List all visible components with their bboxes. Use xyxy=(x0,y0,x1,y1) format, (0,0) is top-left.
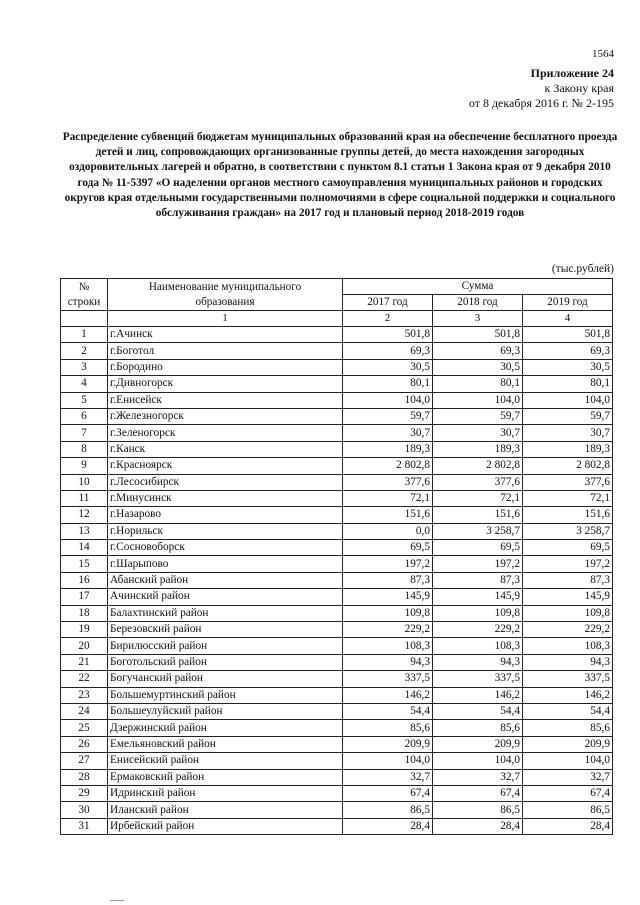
header-name-line1: Наименование муниципального xyxy=(148,280,302,293)
value-2019-cell: 69,5 xyxy=(523,540,613,556)
table-row xyxy=(61,441,613,457)
value-2019-cell: 80,1 xyxy=(523,376,613,392)
value-2019-cell: 146,2 xyxy=(523,687,613,703)
municipality-name-cell: г.Дивногорск xyxy=(108,376,343,392)
row-number-cell: 29 xyxy=(61,785,108,801)
row-number-cell: 26 xyxy=(61,736,108,752)
municipality-name-cell: Боготольский район xyxy=(108,654,343,670)
row-number-cell: 6 xyxy=(61,408,108,424)
column-index-row xyxy=(61,311,613,327)
value-2019-cell: 69,3 xyxy=(523,343,613,359)
row-number-cell: 28 xyxy=(61,769,108,785)
municipality-name-cell: Большемуртинский район xyxy=(108,687,343,703)
table-row xyxy=(61,327,613,343)
appendix-law-date: от 8 декабря 2016 г. № 2-195 xyxy=(468,96,614,110)
row-number-cell: 4 xyxy=(61,376,108,392)
value-2019-cell: 72,1 xyxy=(523,490,613,506)
municipality-name-cell: Енисейский район xyxy=(108,753,343,769)
row-number-cell: 1 xyxy=(61,327,108,343)
value-2019-cell: 501,8 xyxy=(523,327,613,343)
value-2018-cell: 86,5 xyxy=(433,802,523,818)
value-2019-cell: 87,3 xyxy=(523,572,613,588)
value-2019-cell: 94,3 xyxy=(523,654,613,670)
municipality-name-cell: г.Красноярск xyxy=(108,458,343,474)
footer-mark xyxy=(110,900,124,901)
row-number-cell: 17 xyxy=(61,589,108,605)
value-2017-cell: 151,6 xyxy=(343,507,433,523)
value-2017-cell: 2 802,8 xyxy=(343,458,433,474)
page-number: 1564 xyxy=(592,48,614,60)
value-2019-cell: 145,9 xyxy=(523,589,613,605)
table-row xyxy=(61,720,613,736)
value-2017-cell: 104,0 xyxy=(343,392,433,408)
document-heading: Распределение субвенций бюджетам муниципальных образований края на обеспечение бесплатного проезда детей и лиц, сопровождающих организованные группы детей, до места нахождения загородных оздоровительных лагерей и обратно, в соответствии с пунктом 8.1 статьи 1 Закона края от 9 декабря 2010 года № 11-5397 «О наделении органов местного самоуправления муниципальных районов и городских округов края отдельными государственными полномочиями в сфере социальной поддержки и социального обслуживания граждан» на 2017 год и плановый период 2018-2019 годов xyxy=(62,131,618,220)
value-2018-cell: 337,5 xyxy=(433,671,523,687)
value-2018-cell: 229,2 xyxy=(433,622,523,638)
value-2018-cell: 3 258,7 xyxy=(433,523,523,539)
municipality-name-cell: Ачинский район xyxy=(108,589,343,605)
table-row xyxy=(61,785,613,801)
value-2018-cell: 67,4 xyxy=(433,785,523,801)
table-row xyxy=(61,458,613,474)
row-number-cell: 2 xyxy=(61,343,108,359)
value-2018-cell: 109,8 xyxy=(433,605,523,621)
value-2017-cell: 30,7 xyxy=(343,425,433,441)
value-2018-cell: 28,4 xyxy=(433,818,523,834)
table-row xyxy=(61,523,613,539)
table-row xyxy=(61,802,613,818)
table-row xyxy=(61,638,613,654)
value-2019-cell: 32,7 xyxy=(523,769,613,785)
appendix-law-reference: к Закону края xyxy=(544,81,614,95)
municipality-name-cell: г.Минусинск xyxy=(108,490,343,506)
value-2018-cell: 87,3 xyxy=(433,572,523,588)
header-sum: Сумма xyxy=(343,279,613,295)
municipality-name-cell: г.Лесосибирск xyxy=(108,474,343,490)
municipality-name-cell: Бирилюсский район xyxy=(108,638,343,654)
table-row xyxy=(61,343,613,359)
table-body xyxy=(61,327,613,835)
municipality-name-cell: Ирбейский район xyxy=(108,818,343,834)
table-row xyxy=(61,376,613,392)
table-row xyxy=(61,671,613,687)
value-2018-cell: 2 802,8 xyxy=(433,458,523,474)
value-2017-cell: 59,7 xyxy=(343,408,433,424)
value-2018-cell: 59,7 xyxy=(433,408,523,424)
table-row xyxy=(61,622,613,638)
row-number-cell: 9 xyxy=(61,458,108,474)
value-2018-cell: 30,7 xyxy=(433,425,523,441)
value-2019-cell: 59,7 xyxy=(523,408,613,424)
municipality-name-cell: г.Боготол xyxy=(108,343,343,359)
value-2018-cell: 69,3 xyxy=(433,343,523,359)
column-index: 2 xyxy=(343,311,433,327)
value-2018-cell: 146,2 xyxy=(433,687,523,703)
column-index: 3 xyxy=(433,311,523,327)
value-2019-cell: 229,2 xyxy=(523,622,613,638)
table-row xyxy=(61,654,613,670)
row-number-cell: 27 xyxy=(61,753,108,769)
value-2019-cell: 209,9 xyxy=(523,736,613,752)
value-2017-cell: 87,3 xyxy=(343,572,433,588)
value-2017-cell: 80,1 xyxy=(343,376,433,392)
table-row xyxy=(61,474,613,490)
row-number-cell: 23 xyxy=(61,687,108,703)
municipality-name-cell: г.Зеленогорск xyxy=(108,425,343,441)
value-2018-cell: 32,7 xyxy=(433,769,523,785)
value-2017-cell: 94,3 xyxy=(343,654,433,670)
municipality-name-cell: Емельяновский район xyxy=(108,736,343,752)
value-2017-cell: 67,4 xyxy=(343,785,433,801)
value-2017-cell: 197,2 xyxy=(343,556,433,572)
value-2017-cell: 229,2 xyxy=(343,622,433,638)
table-row xyxy=(61,490,613,506)
appendix-block xyxy=(469,66,614,111)
municipality-name-cell: г.Енисейск xyxy=(108,392,343,408)
value-2017-cell: 0,0 xyxy=(343,523,433,539)
value-2017-cell: 28,4 xyxy=(343,818,433,834)
table-row xyxy=(61,687,613,703)
row-number-cell: 20 xyxy=(61,638,108,654)
value-2018-cell: 197,2 xyxy=(433,556,523,572)
value-2019-cell: 67,4 xyxy=(523,785,613,801)
value-2019-cell: 30,7 xyxy=(523,425,613,441)
table-row xyxy=(61,818,613,834)
value-2017-cell: 54,4 xyxy=(343,703,433,719)
value-2017-cell: 104,0 xyxy=(343,753,433,769)
table-row xyxy=(61,589,613,605)
municipality-name-cell: Богучанский район xyxy=(108,671,343,687)
value-2017-cell: 145,9 xyxy=(343,589,433,605)
municipality-name-cell: Ермаковский район xyxy=(108,769,343,785)
value-2018-cell: 189,3 xyxy=(433,441,523,457)
value-2019-cell: 151,6 xyxy=(523,507,613,523)
value-2019-cell: 108,3 xyxy=(523,638,613,654)
row-number-cell: 3 xyxy=(61,359,108,375)
municipality-name-cell: г.Сосновоборск xyxy=(108,540,343,556)
row-number-cell: 10 xyxy=(61,474,108,490)
column-index xyxy=(61,311,108,327)
value-2018-cell: 54,4 xyxy=(433,703,523,719)
value-2018-cell: 377,6 xyxy=(433,474,523,490)
row-number-cell: 22 xyxy=(61,671,108,687)
value-2017-cell: 86,5 xyxy=(343,802,433,818)
row-number-cell: 19 xyxy=(61,622,108,638)
value-2019-cell: 54,4 xyxy=(523,703,613,719)
row-number-cell: 5 xyxy=(61,392,108,408)
value-2017-cell: 69,3 xyxy=(343,343,433,359)
municipality-name-cell: г.Норильск xyxy=(108,523,343,539)
header-year-2019: 2019 год xyxy=(523,295,613,311)
municipality-name-cell: г.Канск xyxy=(108,441,343,457)
value-2018-cell: 145,9 xyxy=(433,589,523,605)
value-2019-cell: 337,5 xyxy=(523,671,613,687)
header-name-line2: образования xyxy=(195,295,255,308)
value-2018-cell: 85,6 xyxy=(433,720,523,736)
row-number-cell: 30 xyxy=(61,802,108,818)
row-number-cell: 8 xyxy=(61,441,108,457)
value-2017-cell: 337,5 xyxy=(343,671,433,687)
header-municipality xyxy=(108,279,343,311)
row-number-cell: 15 xyxy=(61,556,108,572)
value-2019-cell: 86,5 xyxy=(523,802,613,818)
value-2018-cell: 104,0 xyxy=(433,753,523,769)
value-2019-cell: 197,2 xyxy=(523,556,613,572)
header-row-number xyxy=(61,279,108,311)
column-index: 1 xyxy=(108,311,343,327)
row-number-cell: 12 xyxy=(61,507,108,523)
value-2018-cell: 108,3 xyxy=(433,638,523,654)
table-header xyxy=(61,279,613,327)
row-number-cell: 18 xyxy=(61,605,108,621)
value-2018-cell: 151,6 xyxy=(433,507,523,523)
municipality-name-cell: Абанский район xyxy=(108,572,343,588)
table-row xyxy=(61,556,613,572)
table-row xyxy=(61,359,613,375)
municipality-name-cell: Большеулуйский район xyxy=(108,703,343,719)
value-2018-cell: 69,5 xyxy=(433,540,523,556)
value-2017-cell: 146,2 xyxy=(343,687,433,703)
value-2018-cell: 104,0 xyxy=(433,392,523,408)
table-row xyxy=(61,425,613,441)
table-row xyxy=(61,572,613,588)
value-2018-cell: 72,1 xyxy=(433,490,523,506)
value-2019-cell: 189,3 xyxy=(523,441,613,457)
row-number-cell: 11 xyxy=(61,490,108,506)
value-2019-cell: 104,0 xyxy=(523,753,613,769)
value-2019-cell: 30,5 xyxy=(523,359,613,375)
municipality-name-cell: г.Бородино xyxy=(108,359,343,375)
value-2017-cell: 85,6 xyxy=(343,720,433,736)
municipality-name-cell: г.Шарыпово xyxy=(108,556,343,572)
row-number-cell: 31 xyxy=(61,818,108,834)
row-number-cell: 7 xyxy=(61,425,108,441)
value-2017-cell: 108,3 xyxy=(343,638,433,654)
value-2017-cell: 209,9 xyxy=(343,736,433,752)
table-row xyxy=(61,605,613,621)
row-number-cell: 25 xyxy=(61,720,108,736)
value-2018-cell: 94,3 xyxy=(433,654,523,670)
value-2018-cell: 209,9 xyxy=(433,736,523,752)
table-row xyxy=(61,408,613,424)
value-2017-cell: 109,8 xyxy=(343,605,433,621)
municipality-name-cell: Березовский район xyxy=(108,622,343,638)
row-number-cell: 21 xyxy=(61,654,108,670)
table-row xyxy=(61,703,613,719)
municipality-name-cell: г.Железногорск xyxy=(108,408,343,424)
value-2017-cell: 377,6 xyxy=(343,474,433,490)
row-number-cell: 24 xyxy=(61,703,108,719)
column-index: 4 xyxy=(523,311,613,327)
value-2017-cell: 189,3 xyxy=(343,441,433,457)
row-number-cell: 16 xyxy=(61,572,108,588)
table-row xyxy=(61,392,613,408)
value-2019-cell: 85,6 xyxy=(523,720,613,736)
value-2017-cell: 501,8 xyxy=(343,327,433,343)
row-number-cell: 13 xyxy=(61,523,108,539)
value-2017-cell: 69,5 xyxy=(343,540,433,556)
value-2018-cell: 80,1 xyxy=(433,376,523,392)
appendix-title: Приложение 24 xyxy=(530,66,614,80)
municipality-name-cell: Иланский район xyxy=(108,802,343,818)
subsidy-table xyxy=(60,278,613,835)
row-number-cell: 14 xyxy=(61,540,108,556)
header-year-2017: 2017 год xyxy=(343,295,433,311)
value-2018-cell: 501,8 xyxy=(433,327,523,343)
header-no-symbol: № xyxy=(78,280,90,293)
municipality-name-cell: г.Ачинск xyxy=(108,327,343,343)
table-row xyxy=(61,753,613,769)
value-2017-cell: 32,7 xyxy=(343,769,433,785)
value-2018-cell: 30,5 xyxy=(433,359,523,375)
header-year-2018: 2018 год xyxy=(433,295,523,311)
value-2019-cell: 3 258,7 xyxy=(523,523,613,539)
value-2019-cell: 28,4 xyxy=(523,818,613,834)
table-row xyxy=(61,540,613,556)
value-2019-cell: 104,0 xyxy=(523,392,613,408)
value-2019-cell: 2 802,8 xyxy=(523,458,613,474)
value-2019-cell: 109,8 xyxy=(523,605,613,621)
header-no-word: строки xyxy=(67,295,101,308)
municipality-name-cell: Балахтинский район xyxy=(108,605,343,621)
municipality-name-cell: г.Назарово xyxy=(108,507,343,523)
value-2017-cell: 30,5 xyxy=(343,359,433,375)
units-label: (тыс.рублей) xyxy=(551,263,614,275)
municipality-name-cell: Идринский район xyxy=(108,785,343,801)
municipality-name-cell: Дзержинский район xyxy=(108,720,343,736)
value-2017-cell: 72,1 xyxy=(343,490,433,506)
table-row xyxy=(61,507,613,523)
table-row xyxy=(61,736,613,752)
value-2019-cell: 377,6 xyxy=(523,474,613,490)
table-row xyxy=(61,769,613,785)
